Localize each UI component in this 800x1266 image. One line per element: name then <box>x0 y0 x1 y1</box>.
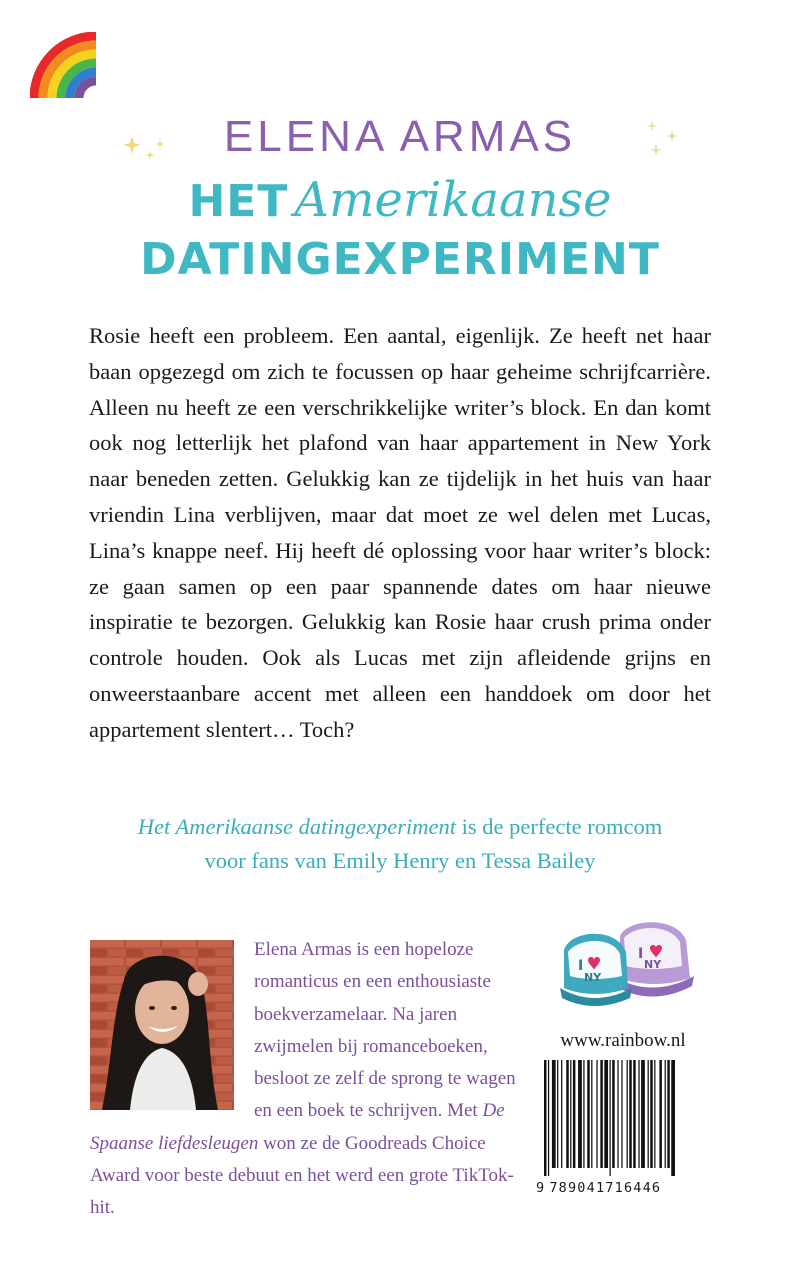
barcode-bar <box>583 1060 584 1168</box>
barcode-bar <box>557 1060 558 1168</box>
svg-text:I: I <box>578 958 584 974</box>
title-amerikaanse: Amerikaanse <box>294 172 612 228</box>
barcode-bar <box>648 1060 649 1168</box>
barcode-bar <box>596 1060 597 1168</box>
barcode-bar <box>587 1060 590 1168</box>
author-name: ELENA ARMAS <box>223 112 577 161</box>
barcode-bar <box>548 1060 549 1176</box>
barcode-bar <box>561 1060 562 1168</box>
barcode-bar <box>604 1060 608 1168</box>
publisher-url[interactable]: www.rainbow.nl <box>560 1030 686 1051</box>
barcode-bar <box>610 1060 611 1176</box>
barcode-bar <box>671 1060 675 1176</box>
blurb-text <box>89 318 711 748</box>
barcode-bar <box>629 1060 632 1168</box>
rainbow-logo-icon <box>30 32 102 100</box>
barcode-bar <box>667 1060 670 1168</box>
isbn-first-digit: 9 <box>536 1180 546 1196</box>
barcode-bar <box>570 1060 571 1168</box>
bio-text-1: Elena Armas is een hopeloze romanticus en een enthousiaste boekverzamelaar. Na jaren zwijmelen bij romanceboeken, besloot ze zelf de sprong te wagen en een boek te schrijven. Met <box>254 939 516 1122</box>
barcode-bar <box>633 1060 636 1168</box>
barcode-bar <box>573 1060 576 1168</box>
barcode-bar <box>638 1060 639 1168</box>
barcode-bar <box>641 1060 645 1168</box>
barcode-bar <box>650 1060 653 1168</box>
barcode-block <box>536 1058 712 1208</box>
tagline-line2: voor fans van Emily Henry en Tessa Bailey <box>204 848 596 873</box>
tagline-rest: is de perfecte romcom <box>456 814 663 839</box>
barcode-bar <box>566 1060 569 1168</box>
book-title-line2: DATINGEXPERIMENT <box>140 234 660 285</box>
barcode-bar <box>612 1060 615 1168</box>
barcode-bar <box>627 1060 628 1168</box>
barcode-bar <box>552 1060 556 1168</box>
barcode-bar <box>659 1060 662 1168</box>
svg-text:I: I <box>638 946 644 962</box>
barcode-icon <box>542 1060 708 1176</box>
blurb-paragraph: Rosie heeft een probleem. Een aantal, eigenlijk. Ze heeft net haar baan opgezegd om zich te focussen op haar geheime schrijfcarrière. Alleen nu heeft ze een verschrikkelijke writer’s block. En dan komt ook nog letterlijk het plafond van haar appartement in New York naar beneden zetten. Gelukkig kan ze tijdelijk in het huis van haar vriendin Lina verblijven, maar dat moet ze wel delen met Lucas, Lina’s knappe neef. Hij heeft dé oplossing voor haar writer’s block: ze gaan samen op een paar spannende dates om haar nieuwe inspiratie te bezorgen. Gelukkig kan Rosie haar crush prima onder controle houden. Ook als Lucas met zijn afleidende grijns en onweerstaanbare accent met alleen een handdoek om door het appartement slentert… Toch? <box>89 323 711 742</box>
barcode-bar <box>621 1060 622 1168</box>
bio-text-2: won ze de Goodreads Choice Award voor beste debuut en het werd een grote TikTok-hit. <box>90 1132 514 1219</box>
isbn-number <box>536 1180 712 1196</box>
barcode-bar <box>544 1060 547 1176</box>
barcode-bar <box>617 1060 618 1168</box>
svg-text:NY: NY <box>644 958 662 971</box>
title-het: HET <box>188 176 289 227</box>
isbn-digits: 789041716446 <box>549 1180 662 1196</box>
barcode-bar <box>665 1060 666 1168</box>
tagline <box>60 810 740 878</box>
tagline-title: Het Amerikaanse datingexperiment <box>137 814 457 839</box>
barcode-bar <box>600 1060 603 1168</box>
author-bio <box>90 934 520 1225</box>
barcode-bar <box>578 1060 582 1168</box>
bio-book-title: De Spaanse liefdesleugen <box>90 1100 505 1154</box>
book-title-line1 <box>0 172 800 232</box>
svg-text:NY: NY <box>584 971 602 984</box>
trucker-caps-icon <box>558 916 698 1008</box>
photo-spacer <box>90 934 254 1126</box>
barcode-bar <box>654 1060 655 1168</box>
barcode-bar <box>591 1060 592 1168</box>
